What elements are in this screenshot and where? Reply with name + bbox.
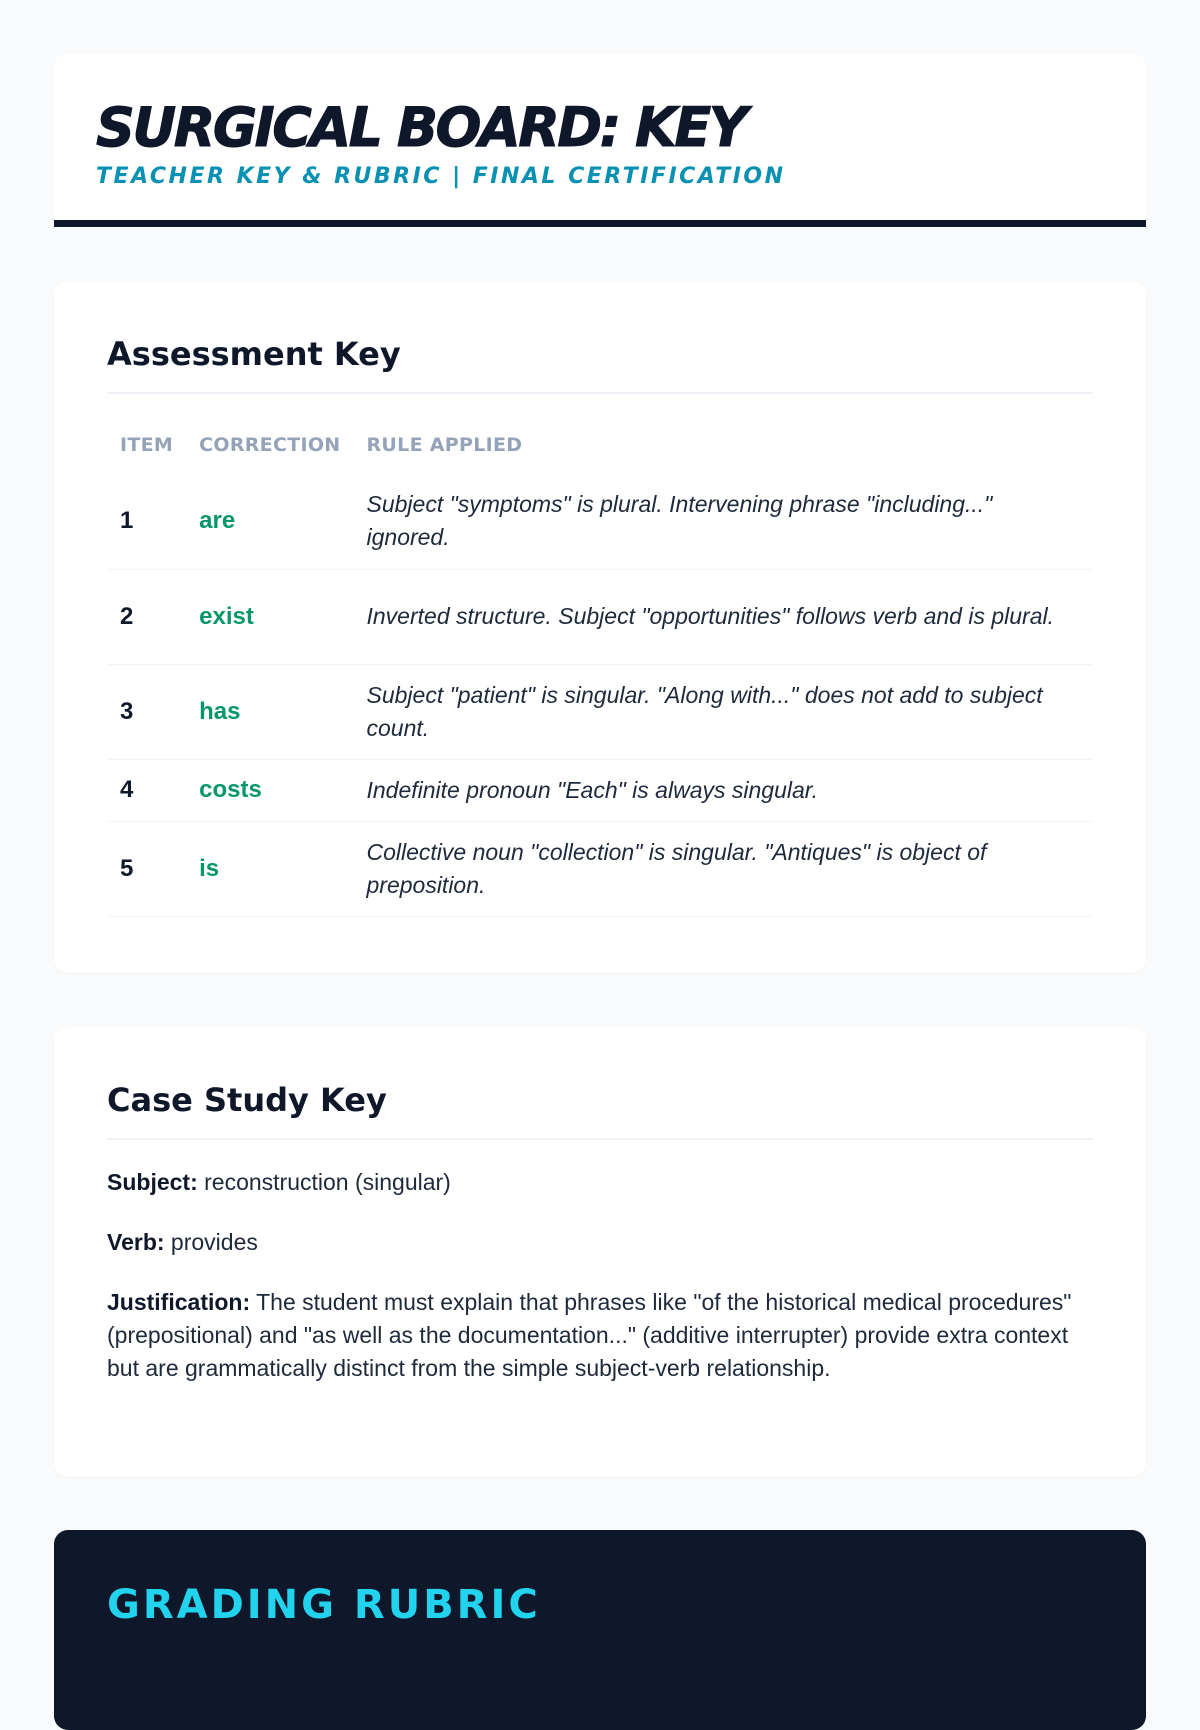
case-verb-value: provides: [164, 1229, 258, 1255]
rule-applied: Subject "symptoms" is plural. Intervening phrase "including..." ignored.: [354, 474, 1094, 569]
case-subject-label: Subject:: [107, 1169, 198, 1195]
case-justification-label: Justification:: [107, 1289, 251, 1315]
assessment-key-card: [54, 281, 1146, 973]
column-header-correction: CORRECTION: [199, 434, 341, 456]
header-card: [54, 54, 1146, 227]
case-subject: [107, 1166, 1093, 1199]
assessment-key-title: Assessment Key: [107, 334, 1093, 394]
case-verb: [107, 1226, 1093, 1259]
grading-rubric-card: [54, 1530, 1146, 1730]
case-study-title: Case Study Key: [107, 1080, 1093, 1140]
correction-value: costs: [186, 759, 353, 821]
item-number: 3: [107, 664, 186, 759]
column-header-item: ITEM: [120, 434, 174, 456]
table-row: [107, 759, 1093, 821]
item-number: 5: [107, 821, 186, 916]
table-header-row: [107, 420, 1093, 474]
case-justification-value: The student must explain that phrases like "of the historical medical procedures" (prepositional) and "as well as the documentation..." (additive interrupter) provide extra context but are grammatically distinct from the simple subject-verb relationship.: [107, 1289, 1072, 1381]
page-title: SURGICAL BOARD: KEY: [96, 96, 746, 159]
correction-value: is: [186, 821, 353, 916]
rule-applied: Subject "patient" is singular. "Along with..." does not add to subject count.: [354, 664, 1094, 759]
column-header-rule: RULE APPLIED: [366, 434, 523, 456]
case-verb-label: Verb:: [107, 1229, 165, 1255]
correction-value: are: [186, 474, 353, 569]
page-subtitle: TEACHER KEY & RUBRIC | FINAL CERTIFICATION: [96, 164, 786, 189]
case-study-card: [54, 1027, 1146, 1477]
case-subject-value: reconstruction (singular): [197, 1169, 451, 1195]
rule-applied: Inverted structure. Subject "opportunities" follows verb and is plural.: [354, 569, 1094, 664]
rule-applied: Indefinite pronoun "Each" is always singular.: [354, 759, 1094, 821]
item-number: 1: [107, 474, 186, 569]
table-row: [107, 474, 1093, 569]
correction-value: has: [186, 664, 353, 759]
table-row: [107, 664, 1093, 759]
correction-value: exist: [186, 569, 353, 664]
case-justification: [107, 1286, 1093, 1385]
item-number: 4: [107, 759, 186, 821]
assessment-key-table: [107, 420, 1093, 917]
table-row: [107, 821, 1093, 916]
item-number: 2: [107, 569, 186, 664]
grading-rubric-title: GRADING RUBRIC: [107, 1582, 541, 1628]
table-row: [107, 569, 1093, 664]
rule-applied: Collective noun "collection" is singular. "Antiques" is object of preposition.: [354, 821, 1094, 916]
